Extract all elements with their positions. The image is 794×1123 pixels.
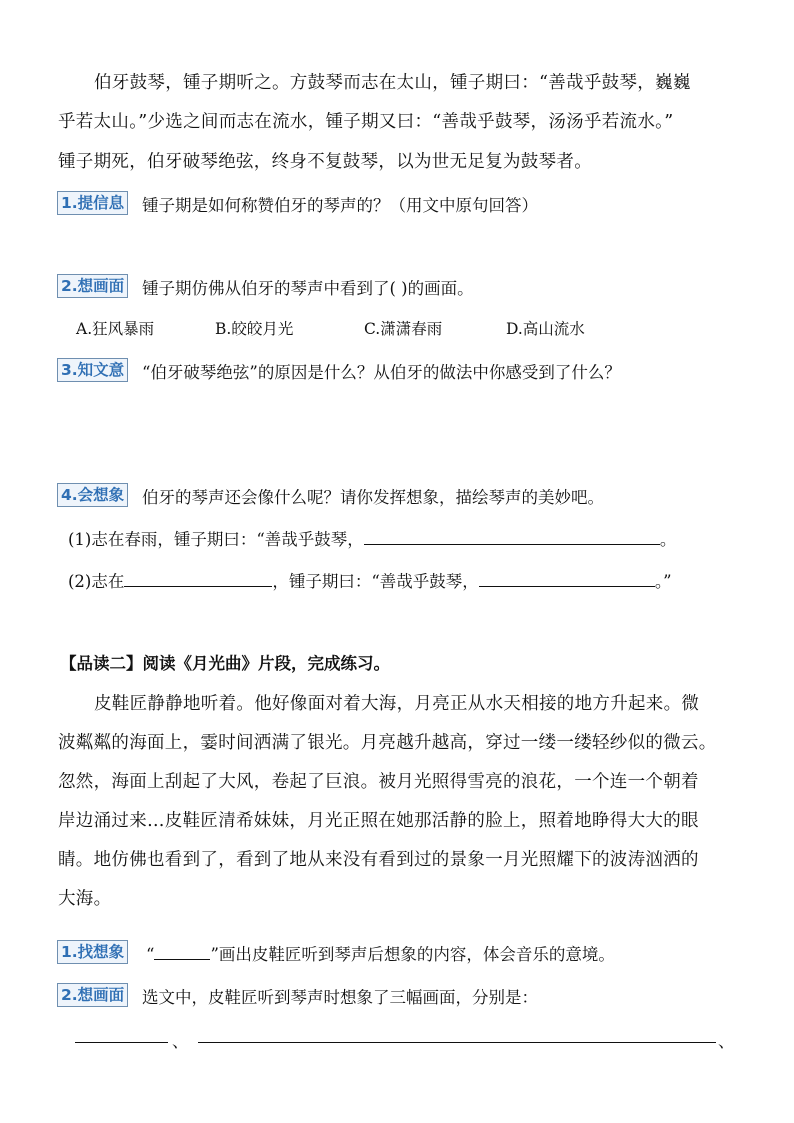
passage1-line-3: 锺子期死，伯牙破琴绝弦，终身不复鼓琴，以为世无足复为鼓琴者。 xyxy=(58,152,592,172)
question-tag-extract-info: 1.提信息 xyxy=(57,191,128,215)
answer-line-2[interactable] xyxy=(198,1042,716,1043)
sub-1-prompt: (1)志在春雨，锺子期曰：“善哉乎鼓琴， xyxy=(68,530,364,549)
passage2-line-2: 波粼粼的海面上，霎时间洒满了银光。月亮越升越高，穿过一缕一缕轻纱似的微云。 xyxy=(58,733,717,753)
separator-2: 、 xyxy=(718,1032,735,1051)
question-4-text: 伯牙的琴声还会像什么呢？请你发挥想象，描绘琴声的美妙吧。 xyxy=(142,488,604,507)
part2-question-1-text xyxy=(146,941,615,965)
answer-line-1[interactable] xyxy=(75,1042,168,1043)
option-b[interactable]: B.皎皎月光 xyxy=(215,320,294,338)
option-d[interactable]: D.高山流水 xyxy=(506,320,585,338)
question-tag-find-imagination: 1.找想象 xyxy=(57,940,128,964)
question-tag-understand-meaning: 3.知文意 xyxy=(57,358,128,382)
passage1-line-2: 乎若太山。”少选之间而志在流水，锺子期又曰：“善哉乎鼓琴，汤汤乎若流水。” xyxy=(58,112,674,132)
passage2-line-6: 大海。 xyxy=(58,889,112,909)
option-a[interactable]: A.狂风暴雨 xyxy=(76,320,155,338)
answer-blank[interactable] xyxy=(479,572,655,587)
sub-2-prompt: (2)志在 xyxy=(68,572,125,591)
option-c[interactable]: C.潇潇春雨 xyxy=(364,320,443,338)
question-3-text: “伯牙破琴绝弦”的原因是什么？从伯牙的做法中你感受到了什么？ xyxy=(142,363,621,382)
passage2-line-4: 岸边涌过来…皮鞋匠清希妹妹，月光正照在她那活静的脸上，照着地睁得大大的眼 xyxy=(58,811,699,831)
sub-2-mid: ，锺子期曰：“善哉乎鼓琴， xyxy=(272,572,479,591)
passage2-line-1: 皮鞋匠静静地听着。他好像面对着大海，月亮正从水天相接的地方升起来。微 xyxy=(94,694,700,714)
open-quote: “ xyxy=(146,945,155,964)
question-4-sub-2 xyxy=(68,568,672,592)
part2-question-2-text: 选文中，皮鞋匠听到琴声时想象了三幅画面，分别是： xyxy=(142,988,538,1007)
answer-blank[interactable] xyxy=(364,530,660,545)
question-tag-imagine-scene-2: 2.想画面 xyxy=(57,983,128,1007)
question-4-sub-1 xyxy=(68,526,676,550)
part2-question-1-rest: ”画出皮鞋匠听到琴声后想象的内容，体会音乐的意境。 xyxy=(210,945,615,964)
section-heading: 【品读二】阅读《月光曲》片段，完成练习。 xyxy=(60,654,390,673)
question-1-text: 锺子期是如何称赞伯牙的琴声的？（用文中原句回答） xyxy=(142,196,538,215)
answer-blank[interactable] xyxy=(124,572,272,587)
passage2-line-5: 睛。地仿佛也看到了，看到了地从来没有看到过的景象一月光照耀下的波涛汹洒的 xyxy=(58,850,699,870)
question-tag-imagine-scene: 2.想画面 xyxy=(57,274,128,298)
passage1-line-1: 伯牙鼓琴，锺子期听之。方鼓琴而志在太山，锺子期曰：“善哉乎鼓琴，巍巍 xyxy=(94,73,691,93)
sub-2-end: 。” xyxy=(654,572,672,591)
question-tag-imagine: 4.会想象 xyxy=(57,483,128,507)
answer-blank[interactable] xyxy=(154,945,210,960)
passage2-line-3: 忽然，海面上刮起了大风，卷起了巨浪。被月光照得雪亮的浪花，一个连一个朝着 xyxy=(58,772,699,792)
sub-1-end: 。 xyxy=(659,530,677,549)
separator-1: 、 xyxy=(172,1032,189,1051)
question-2-text: 锺子期仿佛从伯牙的琴声中看到了( )的画面。 xyxy=(142,279,474,298)
